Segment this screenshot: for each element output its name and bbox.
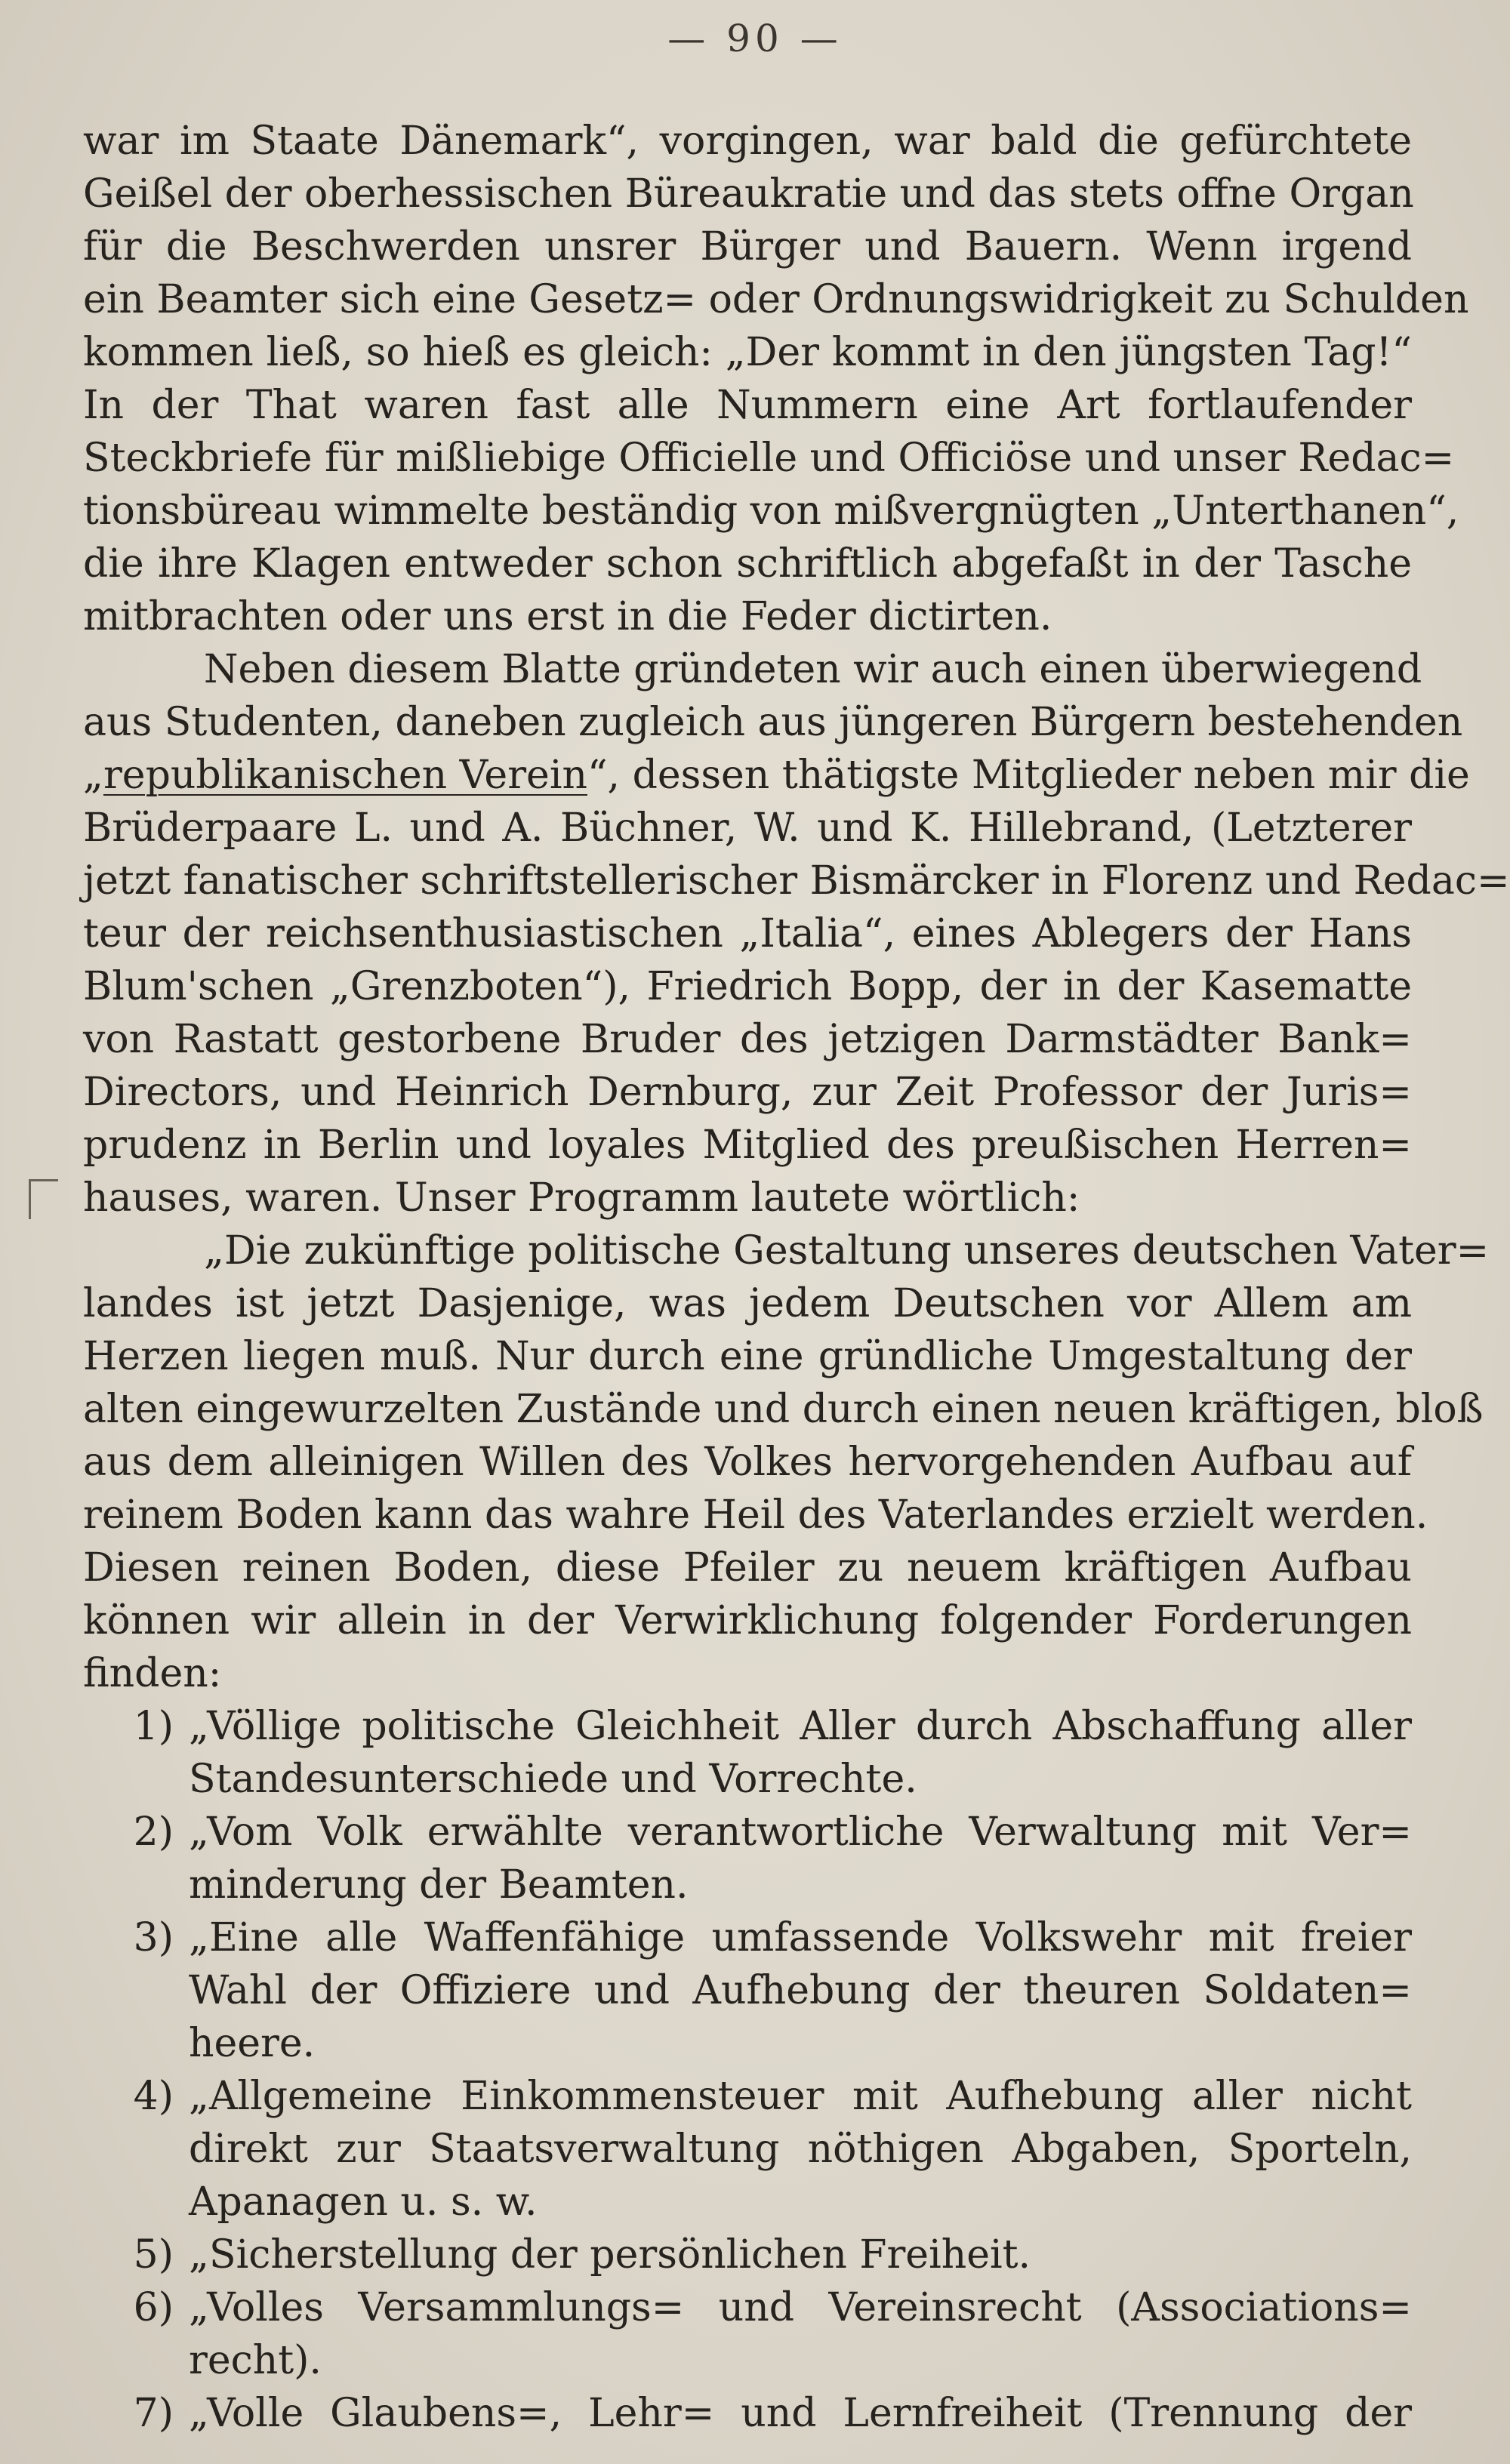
- text-line: jetzt fanatischer schriftstellerischer Bismärcker in Florenz und Redac=: [83, 858, 1510, 904]
- text-line: Steckbriefe für mißliebige Officielle und Officiöse und unser Redac=: [83, 436, 1455, 481]
- text-line: für die Beschwerden unsrer Bürger und Bauern. Wenn irgend: [83, 224, 1412, 270]
- demand-number: 2): [133, 1810, 174, 1855]
- demand-number: 1): [133, 1704, 174, 1749]
- demand-item: [83, 1806, 1412, 1859]
- text-line: aus dem alleinigen Willen des Volkes hervorgehenden Aufbau auf: [83, 1440, 1412, 1485]
- text-line: reinem Boden kann das wahre Heil des Vaterlandes erzielt werden.: [83, 1492, 1428, 1538]
- demand-text-line: recht).: [189, 2338, 322, 2383]
- text-line: kommen ließ, so hieß es gleich: „Der kommt in den jüngsten Tag!“: [83, 330, 1412, 375]
- demand-item: [83, 2387, 1412, 2440]
- demand-text-line: „Eine alle Waffenfähige umfassende Volkswehr mit freier: [189, 1915, 1412, 1960]
- margin-pencil-mark: [29, 1179, 58, 1219]
- demand-text-line: Wahl der Offiziere und Aufhebung der theuren Soldaten=: [189, 1968, 1412, 2013]
- demand-number: 6): [133, 2285, 174, 2330]
- demand-number: 3): [133, 1915, 174, 1960]
- text-line: „Die zukünftige politische Gestaltung unseres deutschen Vater=: [204, 1228, 1490, 1274]
- text-line: alten eingewurzelten Zustände und durch einen neuen kräftigen, bloß: [83, 1387, 1484, 1432]
- text-line: Blum'schen „Grenzboten“), Friedrich Bopp, der in der Kasematte: [83, 964, 1412, 1009]
- demand-number: 7): [133, 2391, 174, 2436]
- text-line: In der That waren fast alle Nummern eine Art fortlaufender: [83, 383, 1412, 428]
- text-line-underlined: „republikanischen Verein“, dessen thätigste Mitglieder neben mir die: [83, 753, 1470, 798]
- text-line: Herzen liegen muß. Nur durch eine gründliche Umgestaltung der: [83, 1334, 1412, 1379]
- text-line: die ihre Klagen entweder schon schriftlich abgefaßt in der Tasche: [83, 541, 1412, 587]
- demand-number: 4): [133, 2074, 174, 2119]
- demand-item: [83, 2281, 1412, 2334]
- demand-text-line: Apanagen u. s. w.: [189, 2179, 538, 2225]
- text-line: war im Staate Dänemark“, vorgingen, war bald die gefürchtete: [83, 119, 1412, 164]
- body-text: [83, 115, 1510, 2440]
- demand-text-line: „Sicherstellung der persönlichen Freiheit.: [189, 2232, 1031, 2278]
- demand-text-line: heere.: [189, 2021, 316, 2066]
- text-line: aus Studenten, daneben zugleich aus jüngeren Bürgern bestehenden: [83, 700, 1463, 745]
- demand-text-line: „Volles Versammlungs= und Vereinsrecht (Associations=: [189, 2285, 1412, 2330]
- page-number: — 90 —: [667, 17, 843, 60]
- text-line: von Rastatt gestorbene Bruder des jetzigen Darmstädter Bank=: [83, 1017, 1412, 1062]
- demand-text-line: „Allgemeine Einkommensteuer mit Aufhebung aller nicht: [189, 2074, 1412, 2119]
- text-line: hauses, waren. Unser Programm lautete wörtlich:: [83, 1175, 1080, 1221]
- demand-text-line: „Vom Volk erwählte verantwortliche Verwaltung mit Ver=: [189, 1810, 1412, 1855]
- text-line: Neben diesem Blatte gründeten wir auch einen überwiegend: [204, 647, 1422, 692]
- demand-item: [83, 1911, 1412, 1964]
- text-line: Diesen reinen Boden, diese Pfeiler zu neuem kräftigen Aufbau: [83, 1545, 1412, 1591]
- demand-item: [83, 2228, 1412, 2281]
- text-line: Brüderpaare L. und A. Büchner, W. und K. Hillebrand, (Letzterer: [83, 805, 1412, 851]
- demand-list: [83, 1700, 1412, 2440]
- text-line: prudenz in Berlin und loyales Mitglied des preußischen Herren=: [83, 1123, 1412, 1168]
- demand-text-line: direkt zur Staatsverwaltung nöthigen Abgaben, Sporteln,: [189, 2127, 1412, 2172]
- text-line: ein Beamter sich eine Gesetz= oder Ordnungswidrigkeit zu Schulden: [83, 277, 1469, 322]
- text-line: tionsbüreau wimmelte beständig von mißvergnügten „Unterthanen“,: [83, 488, 1459, 534]
- demand-number: 5): [133, 2232, 174, 2278]
- demand-item: [83, 2070, 1412, 2123]
- demand-text-line: minderung der Beamten.: [189, 1862, 689, 1908]
- demand-text-line: „Volle Glaubens=, Lehr= und Lernfreiheit (Trennung der: [189, 2391, 1412, 2436]
- text-line: mitbrachten oder uns erst in die Feder dictirten.: [83, 594, 1052, 639]
- text-line: teur der reichsenthusiastischen „Italia“, eines Ablegers der Hans: [83, 911, 1412, 956]
- text-line: Geißel der oberhessischen Büreaukratie und das stets offne Organ: [83, 171, 1414, 217]
- text-line: finden:: [83, 1651, 222, 1696]
- text-line: können wir allein in der Verwirklichung folgender Forderungen: [83, 1598, 1412, 1643]
- underlined-phrase: republikanischen Verein: [103, 753, 587, 798]
- text-line: Directors, und Heinrich Dernburg, zur Zeit Professor der Juris=: [83, 1070, 1412, 1115]
- text-line: landes ist jetzt Dasjenige, was jedem Deutschen vor Allem am: [83, 1281, 1412, 1326]
- demand-text-line: „Völlige politische Gleichheit Aller durch Abschaffung aller: [189, 1704, 1412, 1749]
- demand-item: [83, 1700, 1412, 1753]
- demand-text-line: Standesunterschiede und Vorrechte.: [189, 1757, 917, 1802]
